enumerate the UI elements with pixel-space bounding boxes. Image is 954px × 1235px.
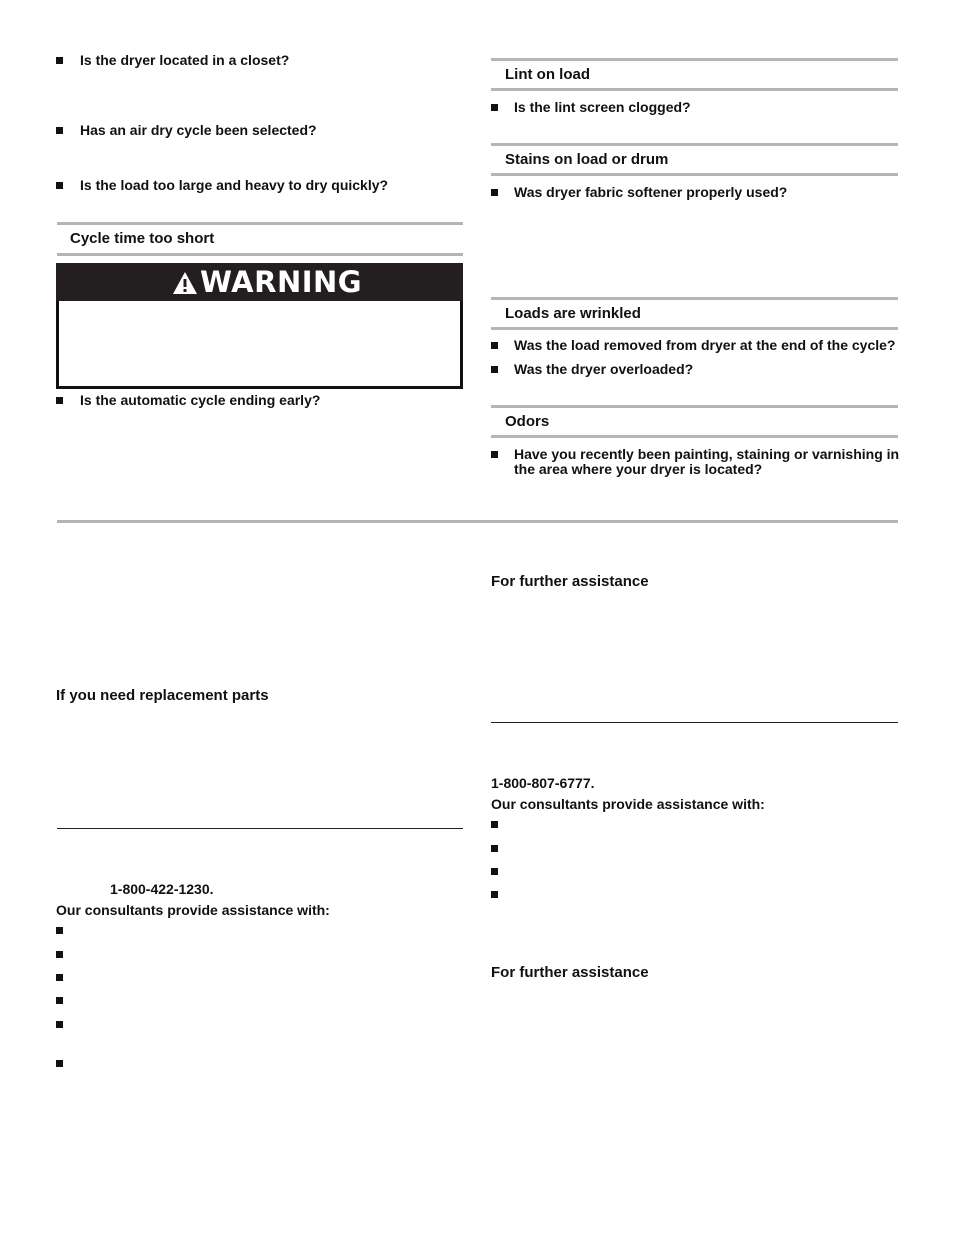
section-heading: Odors (505, 413, 550, 430)
bullet-icon (56, 927, 63, 934)
bullet-icon (491, 868, 498, 875)
question-text: Is the load too large and heavy to dry quickly? (80, 177, 389, 193)
question-text: Is the lint screen clogged? (514, 99, 691, 115)
question-text: Has an air dry cycle been selected? (80, 122, 317, 138)
question-text: Is the dryer located in a closet? (80, 52, 290, 68)
bullet-icon (491, 821, 498, 828)
bullet-icon (491, 366, 498, 373)
bullet-icon (491, 891, 498, 898)
further-assistance-heading: For further assistance (491, 964, 649, 981)
bullet-icon (56, 57, 63, 64)
question-text: Was the dryer overloaded? (514, 361, 694, 377)
bullet-icon (56, 1021, 63, 1028)
bullet-icon (56, 951, 63, 958)
phone-number: 1-800-422-1230. (110, 881, 214, 897)
section-heading-bar (491, 405, 898, 438)
question-text: Have you recently been painting, staining or varnishing in the area where your dryer is located? (514, 446, 900, 477)
bullet-icon (56, 182, 63, 189)
consultants-heading: Our consultants provide assistance with: (491, 796, 765, 812)
bullet-icon (491, 104, 498, 111)
section-heading: Loads are wrinkled (505, 305, 641, 322)
warning-title: WARNING (200, 265, 363, 299)
bullet-icon (491, 451, 498, 458)
section-heading: Stains on load or drum (505, 151, 669, 168)
bullet-icon (56, 127, 63, 134)
replacement-parts-heading: If you need replacement parts (56, 687, 269, 704)
warning-triangle-icon (172, 271, 198, 295)
bullet-icon (56, 974, 63, 981)
bullet-icon (491, 845, 498, 852)
bullet-icon (491, 189, 498, 196)
question-text: Was the load removed from dryer at the end of the cycle? (514, 337, 896, 353)
bullet-icon (56, 997, 63, 1004)
warning-header (56, 263, 463, 301)
question-text: Is the automatic cycle ending early? (80, 392, 321, 408)
divider-rule (57, 828, 463, 829)
bullet-icon (491, 342, 498, 349)
section-heading: Cycle time too short (70, 230, 215, 247)
phone-number: 1-800-807-6777. (491, 775, 595, 791)
consultants-heading: Our consultants provide assistance with: (56, 902, 330, 918)
further-assistance-heading: For further assistance (491, 573, 649, 590)
bullet-icon (56, 1060, 63, 1067)
section-heading: Lint on load (505, 66, 590, 83)
bullet-icon (56, 397, 63, 404)
section-divider (57, 520, 898, 523)
question-text: Was dryer fabric softener properly used? (514, 184, 788, 200)
divider-rule (491, 722, 898, 723)
